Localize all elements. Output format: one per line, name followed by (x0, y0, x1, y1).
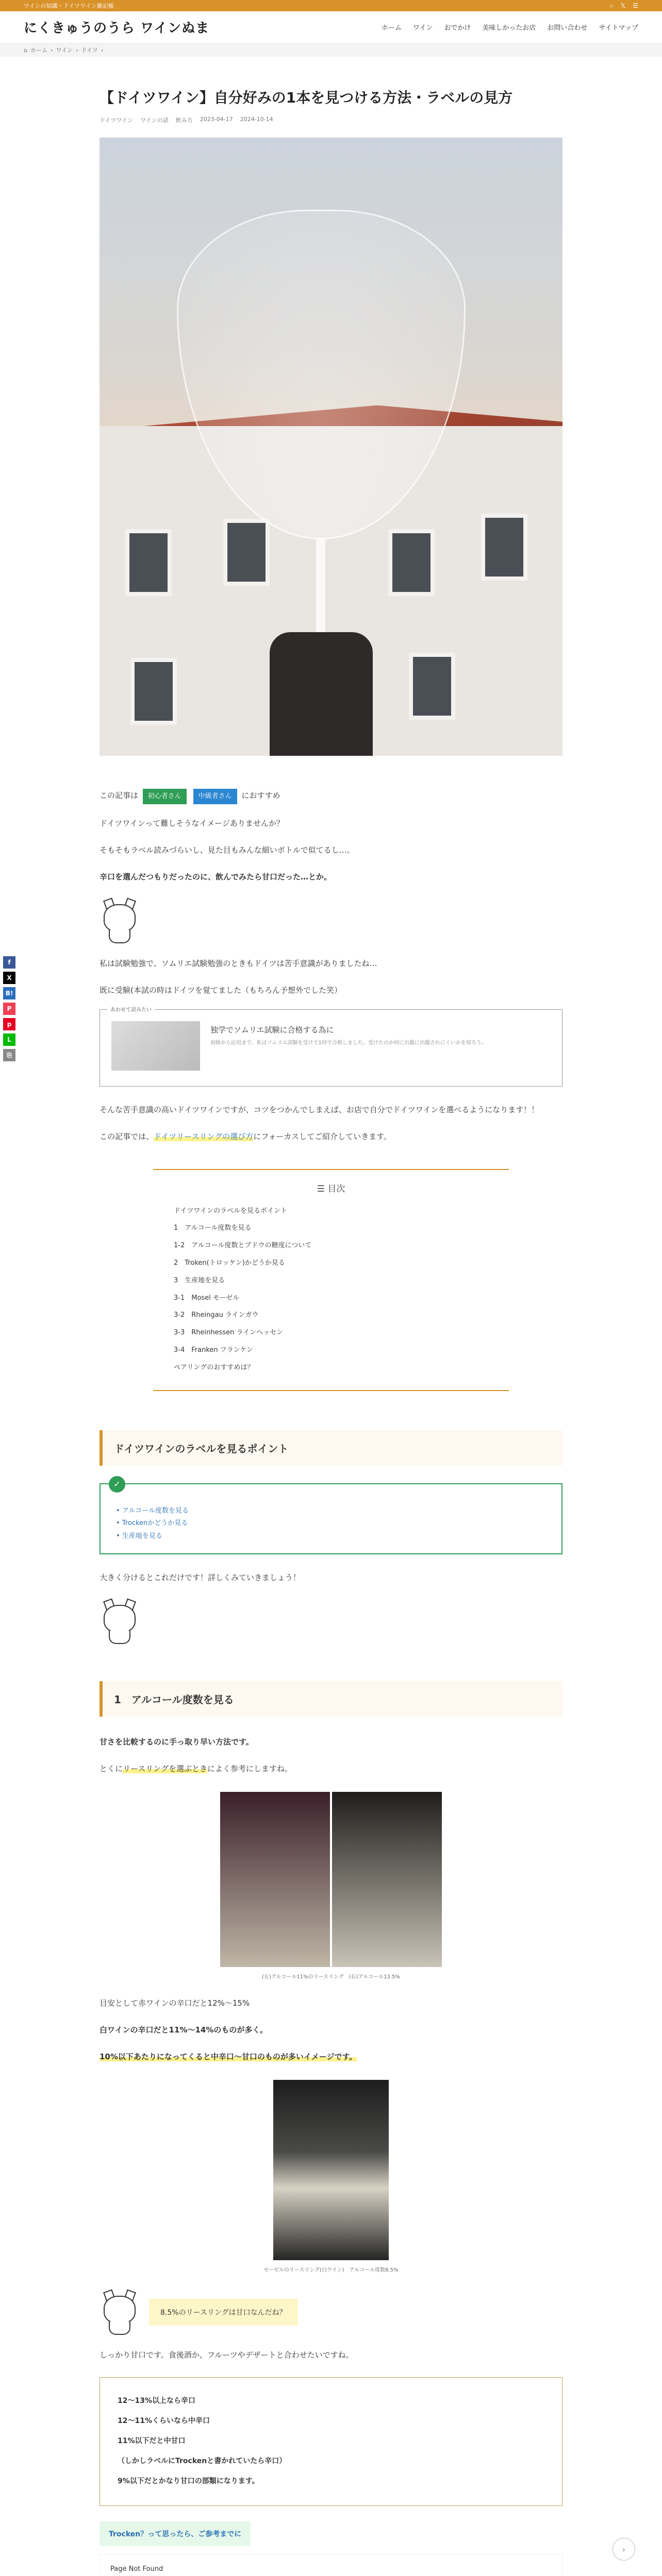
check-item[interactable]: • Trockenかどうか見る (116, 1519, 188, 1528)
embedded-card[interactable] (100, 2554, 562, 2576)
toc-item[interactable]: 1 アルコール度数を見る (174, 1224, 252, 1232)
speech-bubble: 8.5%のリースリングは甘口なんだね？ (149, 2299, 298, 2326)
global-nav (382, 22, 638, 32)
nav-item-restaurants[interactable]: 美味しかったお店 (482, 24, 536, 32)
page-title: 【ドイツワイン】自分好みの1本を見つける方法・ラベルの見方 (100, 89, 513, 106)
site-header (0, 11, 662, 43)
facebook-icon[interactable]: f (3, 956, 15, 969)
wine-labels-photo (220, 1792, 442, 1967)
paragraph: 白ワインの辛口だと11%〜14%のものが多く。 (100, 2025, 268, 2035)
toc-item[interactable]: 2 Troken(トロッケン)かどうか見る (174, 1259, 285, 1267)
nav-item-home[interactable]: ホーム (381, 24, 402, 32)
section-heading: 1 アルコール度数を見る (100, 1681, 562, 1717)
paragraph: 既に受験(本試の時はドイツを覚てました（もちろん予想外でした笑） (100, 985, 342, 995)
paragraph: 甘さを比較するのに手っ取り早い方法です。 (100, 1737, 254, 1747)
toc-item[interactable]: 3 生産地を見る (174, 1276, 225, 1284)
paragraph: しっかり甘口です。食後酒か、フルーツやデザートと合わせたいですね。 (100, 2350, 354, 2360)
toc-title: ☰ 目次 (317, 1183, 345, 1194)
site-title[interactable]: にくきゅうのうら ワインぬま (24, 21, 210, 36)
cat-mascot-icon (100, 1598, 140, 1645)
x-icon[interactable]: X (3, 972, 15, 984)
topbar-text: ワインの知識・ドイツワイン雑記帳 (24, 3, 114, 9)
summary-line: 12〜13%以上なら辛口 (118, 2396, 195, 2405)
toc-item[interactable]: 1-2 アルコール度数とブドウの糖度について (174, 1242, 312, 1250)
toc-item[interactable]: 3-1 Mosel モーゼル (174, 1294, 240, 1302)
updated-date: 2024-10-14 (240, 115, 273, 123)
published-date: 2023-04-17 (200, 115, 233, 123)
paragraph: 大きく分けるとこれだけです！詳しくみていきましょう！ (100, 1572, 301, 1582)
paragraph: そもそもラベル読みづらいし、見た目もみんな細いボトルで似てるし…。 (100, 845, 355, 855)
paragraph: とくにリースリングを選ぶときによく参考にしますね。 (100, 1764, 292, 1773)
speech-row (100, 2289, 562, 2336)
pinterest-icon[interactable]: p (3, 1018, 15, 1030)
summary-line: 9%以下だとかなり甘口の部類になります。 (118, 2477, 259, 2486)
scroll-to-top-button[interactable]: › (613, 2538, 635, 2561)
card-label: あわせて読みたい (107, 1005, 155, 1013)
badge-beginner: 初心者さん (143, 789, 187, 804)
nav-item-contact[interactable]: お問い合わせ (547, 24, 588, 32)
summary-line: 11%以下だと中甘口 (118, 2437, 186, 2445)
home-icon[interactable]: ⌂ (24, 46, 27, 54)
menu-icon[interactable]: ☰ (633, 2, 638, 9)
check-icon: ✓ (109, 1476, 125, 1493)
paragraph: この記事では、ドイツリースリングの選び方にフォーカスしてご紹介していきます。 (100, 1131, 391, 1141)
nav-item-outing[interactable]: おでかけ (444, 24, 471, 32)
related-article-card[interactable] (100, 1009, 562, 1087)
toc-item[interactable]: 3-3 Rheinhessen ラインヘッセン (174, 1329, 284, 1337)
share-buttons (3, 956, 15, 1061)
section-heading: ドイツワインのラベルを見るポイント (100, 1430, 562, 1466)
article-main (100, 88, 562, 2576)
check-item[interactable]: • 生産地を見る (116, 1532, 162, 1540)
summary-line: 12〜11%くらいなら中辛口 (118, 2416, 210, 2425)
copy-icon[interactable]: ⎘ (3, 1049, 15, 1061)
toc-item[interactable]: ペアリングのおすすめは？ (174, 1363, 254, 1371)
hatena-icon[interactable]: B! (3, 987, 15, 999)
article-meta (100, 116, 562, 124)
toc-item[interactable]: 3-2 Rheingau ラインガウ (174, 1311, 259, 1319)
paragraph: そんな苦手意識の高いドイツワインですが、コツをつかんでしまえば、お店で自分でドイツワインを選べるようになります！！ (100, 1105, 539, 1114)
check-item[interactable]: • アルコール度数を見る (116, 1506, 189, 1515)
twitter-icon[interactable]: 𝕏 (620, 2, 626, 9)
summary-box (100, 2377, 562, 2506)
meta-category-2[interactable]: ワインの話 (140, 116, 169, 124)
photo-caption: (左)アルコール11%のリースリング (右)アルコール13.5% (262, 1974, 400, 1980)
breadcrumb-home[interactable]: ホーム (30, 47, 47, 54)
summary-line: （しかしラベルにTrockenと書かれていたら辛口） (118, 2457, 287, 2466)
paragraph: ドイツワインって難しそうなイメージありませんか？ (100, 818, 284, 828)
card-excerpt: 初級から応用まで、私はソムリエ試験を受けて1回で合格しました。受けたのか何に出題に出題されにくいかを知ろう。 (210, 1040, 487, 1046)
paragraph: 10%以下あたりになってくると中辛口〜甘口のものが多いイメージです。 (100, 2052, 357, 2061)
breadcrumb-wine[interactable]: ワイン (56, 47, 73, 54)
table-of-contents (153, 1169, 509, 1391)
pocket-icon[interactable]: P (3, 1003, 15, 1015)
intro-line: この記事は 初心者さん 中級者さん におすすめ (100, 788, 562, 804)
tip-bubble: Trocken？って思ったら、ご参考までに (100, 2521, 251, 2546)
paragraph: 目安として赤ワインの辛口だと12%〜15% (100, 1998, 250, 2008)
line-icon[interactable]: L (3, 1033, 15, 1046)
breadcrumb: ⌂ ホーム › ワイン › ドイツ › (0, 43, 662, 57)
paragraph: 私は試験勉強で、ソムリエ試験勉強のときもドイツは苦手意識がありましたね… (100, 958, 377, 968)
toc-item[interactable]: ドイツワインのラベルを見るポイント (174, 1207, 287, 1215)
search-icon[interactable]: ⌕ (609, 2, 614, 9)
badge-intermediate: 中級者さん (193, 789, 237, 804)
card-title: 独学でソムリエ試験に合格する為に (210, 1025, 334, 1035)
nav-item-sitemap[interactable]: サイトマップ (599, 24, 638, 32)
card-thumbnail (111, 1021, 200, 1071)
embedded-card-text: Page Not Found (110, 2565, 163, 2573)
toc-item[interactable]: 3-4 Franken フランケン (174, 1346, 253, 1354)
mosel-riesling-photo (273, 2080, 389, 2260)
nav-item-wine[interactable]: ワイン (412, 24, 433, 32)
eyecatch-image (100, 138, 562, 756)
cat-mascot-icon (100, 897, 140, 944)
breadcrumb-germany[interactable]: ドイツ (81, 47, 98, 54)
photo-caption: モーゼルのリースリング(白ワイン) アルコール度数8.5% (263, 2267, 399, 2273)
cat-mascot-icon (100, 2289, 140, 2336)
paragraph: 辛口を選んだつもりだったのに、飲んでみたら甘口だった…とか。 (100, 872, 332, 882)
top-announcement-bar (0, 0, 662, 11)
meta-category-3[interactable]: 飲み方 (175, 116, 193, 124)
meta-category-1[interactable]: ドイツワイン (100, 116, 134, 124)
checklist-box (100, 1479, 562, 1554)
